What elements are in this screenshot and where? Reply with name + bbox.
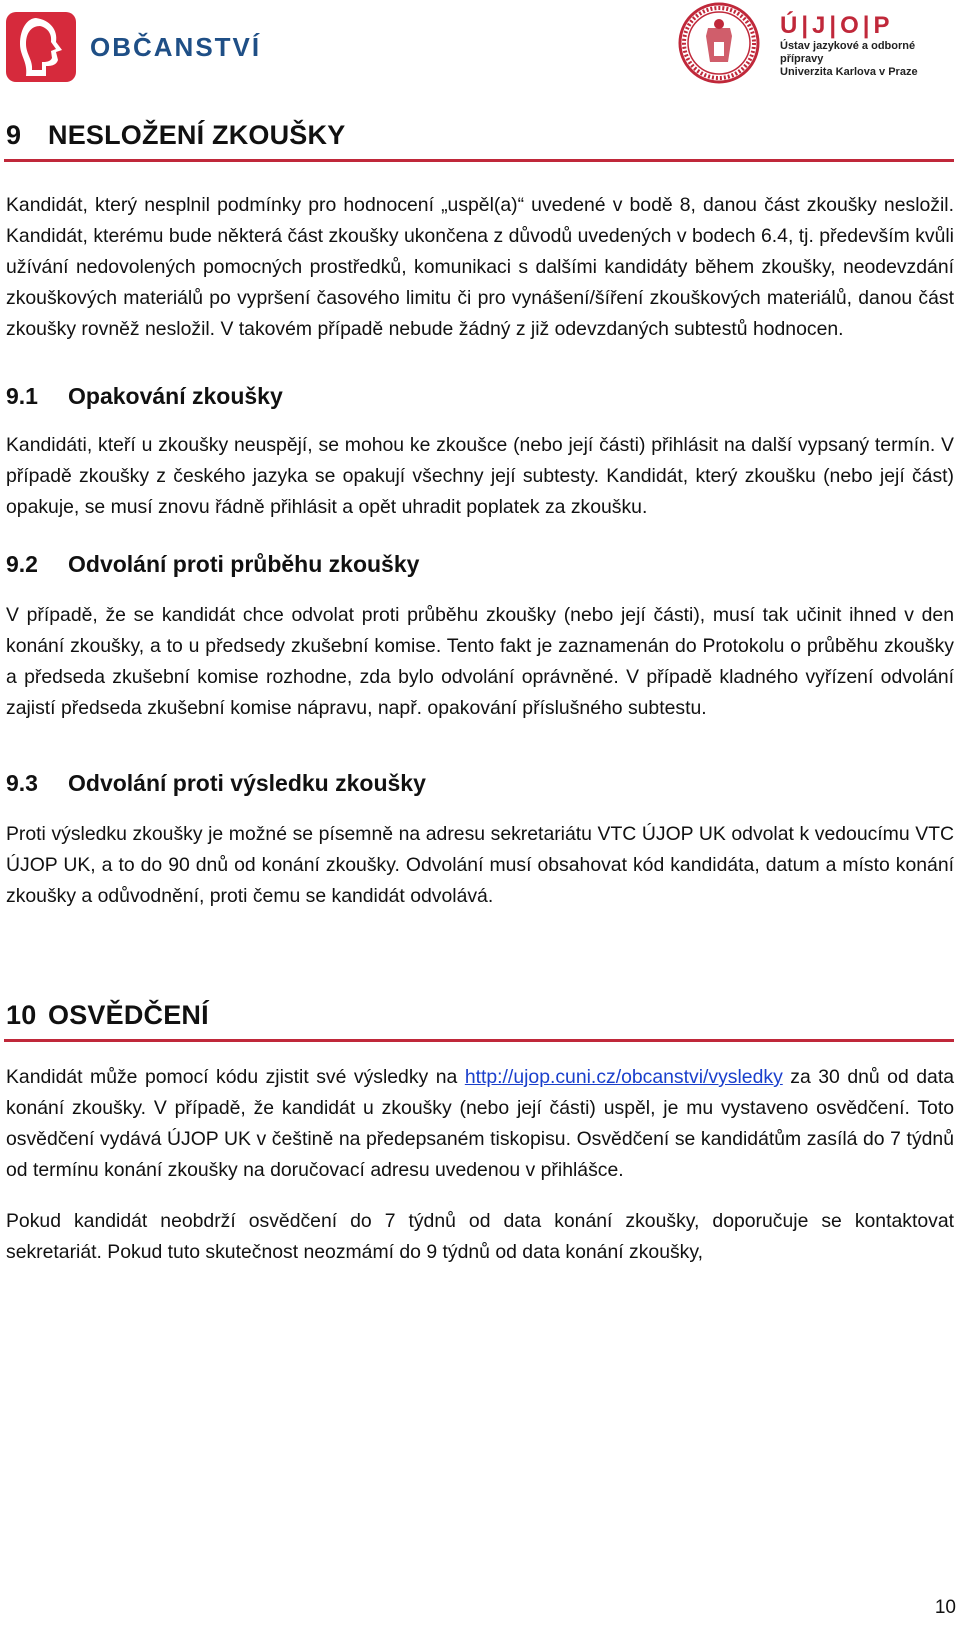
ujop-subtitle-line-1: Ústav jazykové a odborné přípravy [780,40,916,65]
obcanstvi-logo-text: OBČANSTVÍ [90,31,262,62]
section-title: OSVĚDČENÍ [48,1000,209,1030]
section-title: Odvolání proti výsledku zkoušky [68,770,426,796]
section-number: 9.2 [6,551,38,577]
section-9-3-heading [4,770,954,797]
section-number: 9.3 [6,770,38,796]
text-before-link: Kandidát může pomocí kódu zjistit své výsledky na [6,1066,465,1088]
section-10-paragraph-2: Pokud kandidát neobdrží osvědčení do 7 týdnů od data konání zkoušky, doporučuje se kontaktovat sekretariát. Pokud tuto skutečnost neozmámí do 9 týdnů od data konání zkoušky, [6,1210,954,1263]
profile-face-icon [6,12,76,82]
page-number: 10 [934,1597,956,1618]
section-9-2-paragraph: V případě, že se kandidát chce odvolat proti průběhu zkoušky (nebo její části), musí tak učinit ihned v den konání zkoušky, a to u předsedy zkušební komise. Tento fakt je zaznamenán do Protokolu o průběhu zkoušky a předseda zkušební komise rozhodne, zda bylo odvolání oprávněné. V případě kladného vyřízení odvolání zajistí předseda zkušební komise nápravu, např. opakování příslušného subtestu. [6,604,954,719]
ujop-subtitle-line-2: Univerzita Karlova v Praze [780,66,918,78]
section-10-heading [4,1000,954,1042]
ujop-brand: Ú|J|O|P [780,12,894,39]
section-title: Odvolání proti průběhu zkoušky [68,551,420,577]
section-title: NESLOŽENÍ ZKOUŠKY [48,120,346,150]
document-body [4,120,954,1268]
section-9-3-paragraph: Proti výsledku zkoušky je možné se písemně na adresu sekretariátu VTC ÚJOP UK odvolat k vedoucímu VTC ÚJOP UK, a to do 90 dnů od konání zkoušky. Odvolání musí obsahovat kód kandidáta, datum a místo konání zkoušky a odůvodnění, proti čemu se kandidát odvolává. [6,823,954,907]
section-9-heading [4,120,954,162]
university-seal-icon [678,2,760,84]
section-9-2-heading [4,551,954,578]
text-after-link: za 30 dnů od data konání zkoušky. V případě, že kandidát u zkoušky (nebo její části) uspěl, je mu vystaveno osvědčení. Toto osvědčení vydává ÚJOP UK v češtině na předepsaném tiskopisu. Osvědčení se kandidátům zasílá do 7 týdnů od termínu konání zkoušky na doručovací adresu uvedenou v přihlášce. [6,1066,954,1181]
section-9-1-paragraph: Kandidáti, kteří u zkoušky neuspějí, se mohou ke zkoušce (nebo její části) přihlásit na další vypsaný termín. V případě zkoušky z českého jazyka se opakují všechny její subtesty. Kandidát, který zkoušku (nebo její část) opakuje, se musí znovu řádně přihlásit a opět uhradit poplatek za zkoušku. [6,434,954,518]
section-number: 10 [6,1000,37,1030]
page-header [0,0,960,90]
section-title: Opakování zkoušky [68,383,283,409]
obcanstvi-logo [6,11,266,83]
ujop-logo [780,12,958,79]
section-10-paragraph-1 [4,1062,954,1186]
section-9-1-heading [4,383,954,410]
section-number: 9.1 [6,383,38,409]
section-9-paragraph: Kandidát, který nesplnil podmínky pro hodnocení „uspěl(a)“ uvedené v bodě 8, danou část zkoušky nesložil. Kandidát, kterému bude některá část zkoušky ukončena z důvodů uvedených v bodech 6.4, tj. především kvůli užívání nedovolených pomocných prostředků, komunikaci s dalšími kandidáty během zkoušky, neodevzdání zkouškových materiálů po vypršení časového limitu či pro vynášení/šíření zkouškových materiálů, danou část zkoušky rovněž nesložil. V takovém případě nebude žádný z již odevzdaných subtestů hodnocen. [6,194,954,340]
results-link[interactable]: http://ujop.cuni.cz/obcanstvi/vysledky [464,1066,783,1088]
section-number: 9 [6,120,22,150]
